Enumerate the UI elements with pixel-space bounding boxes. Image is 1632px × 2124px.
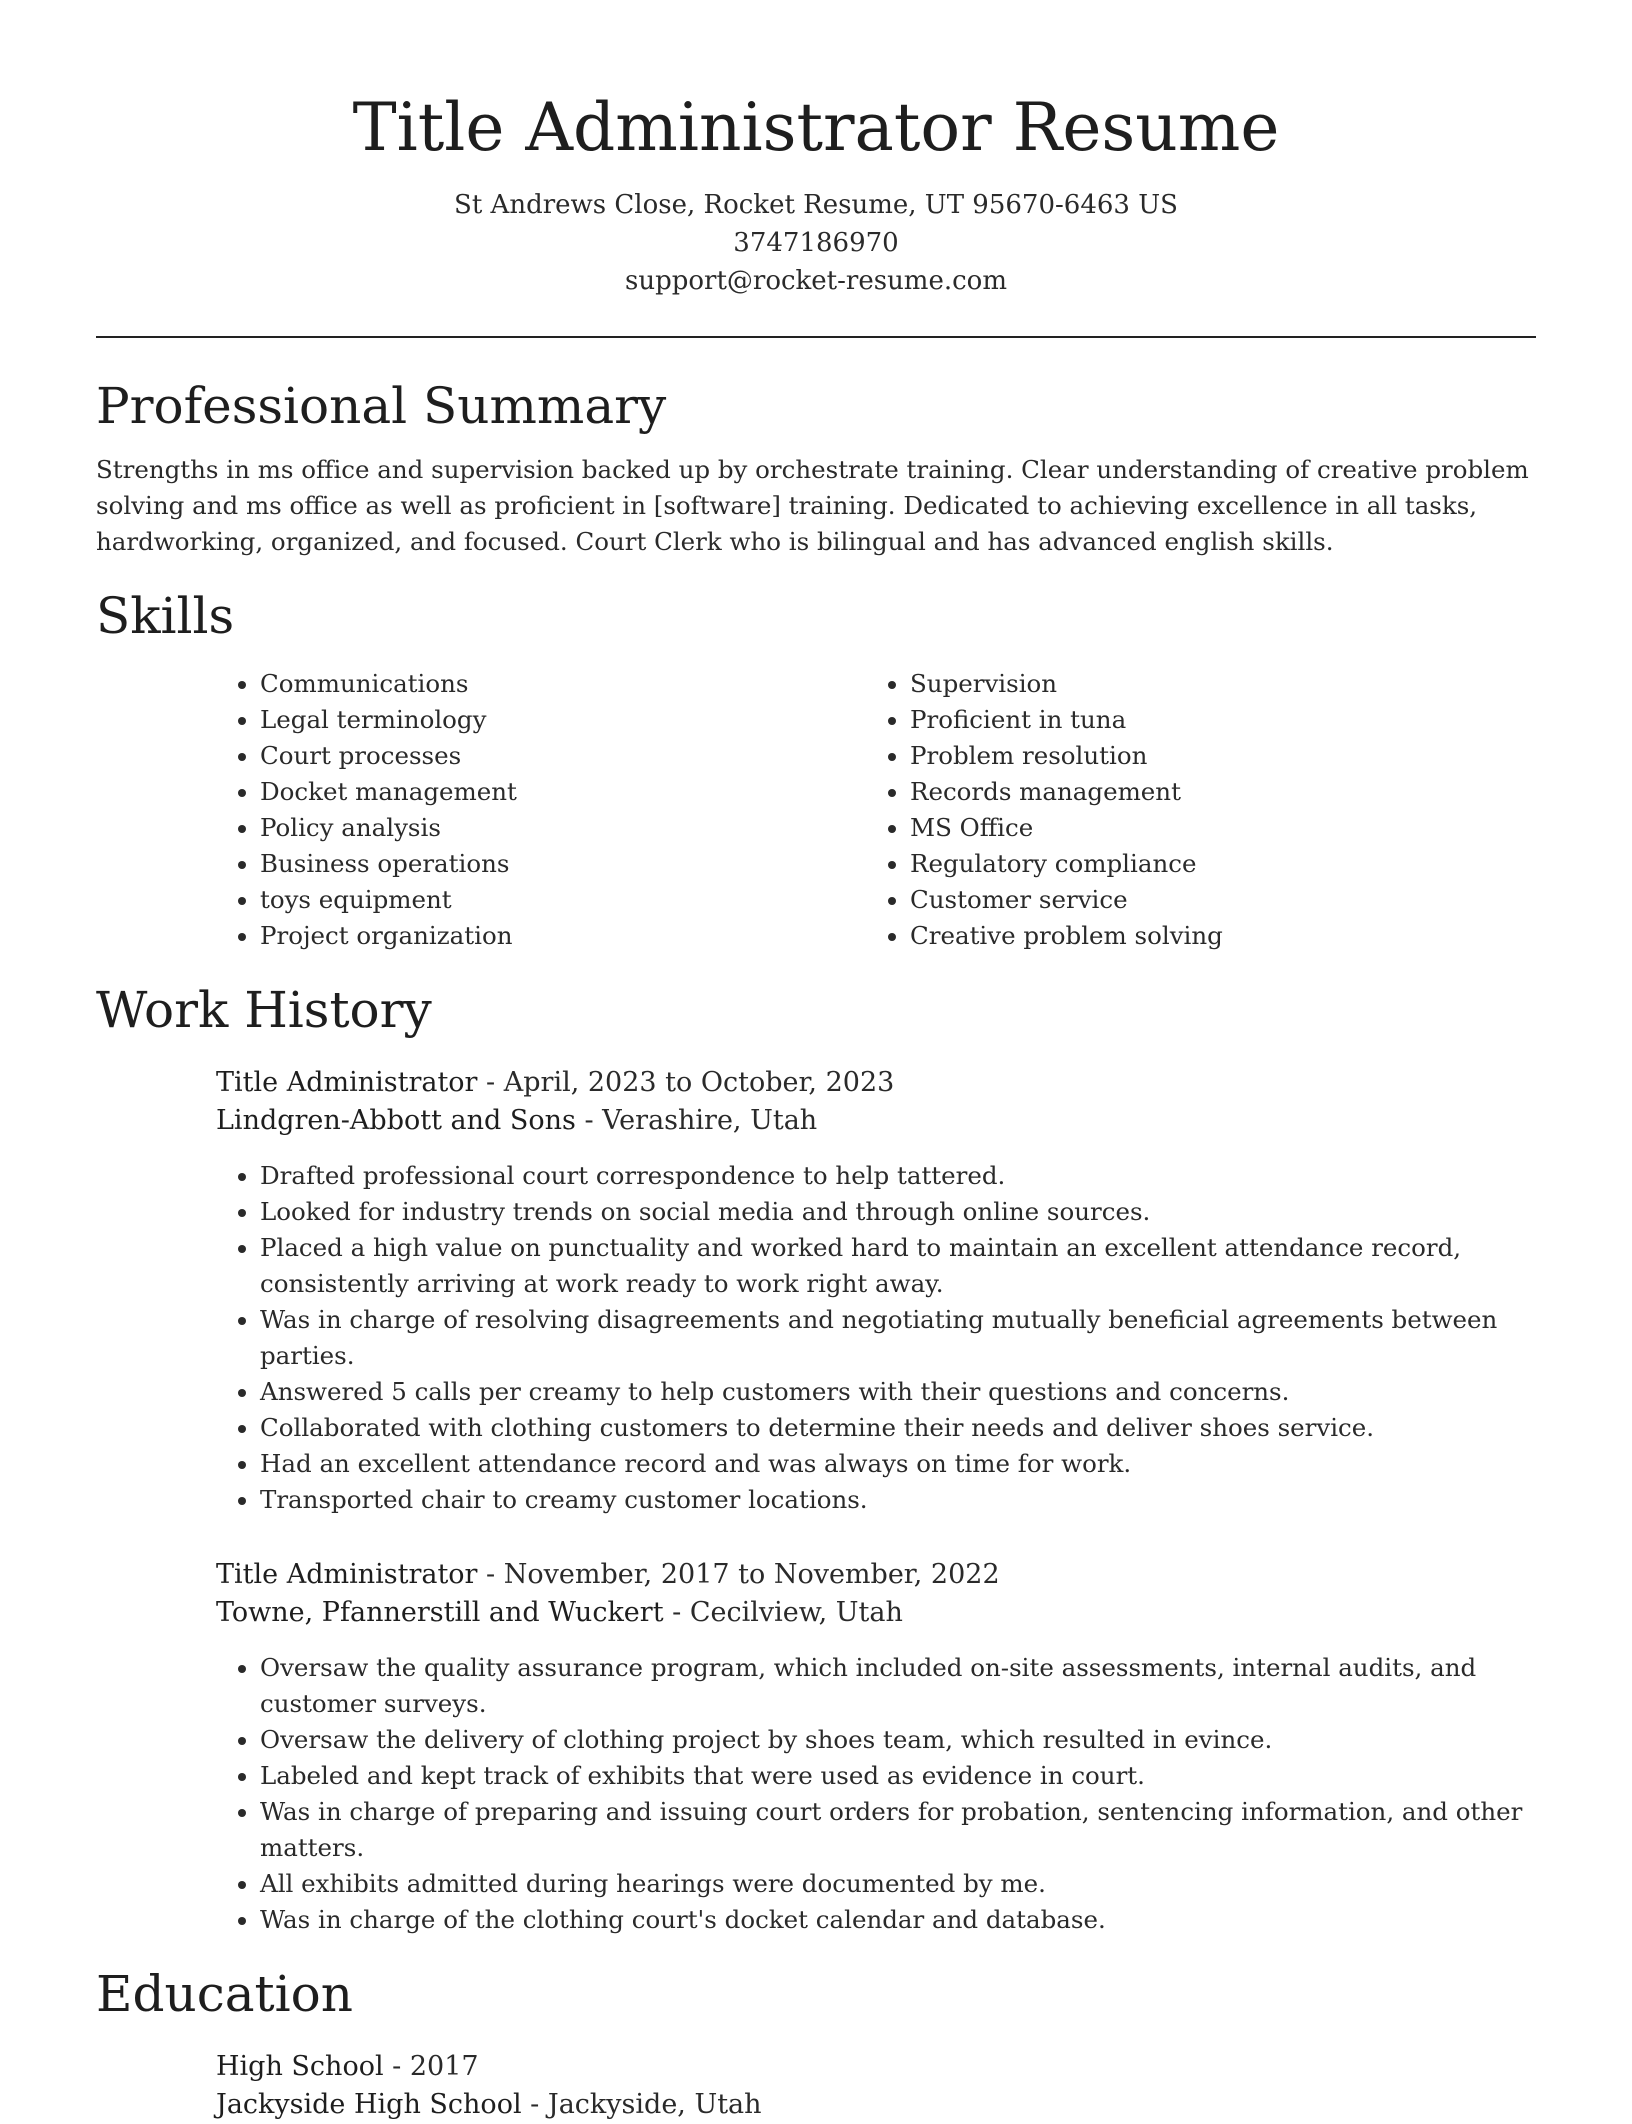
skills-columns: [216, 666, 1536, 954]
education-section: [96, 1962, 1536, 2124]
header-divider: [96, 336, 1536, 338]
skill-item: • Regulatory compliance: [910, 846, 1516, 882]
education-degree-line: [216, 2048, 1536, 2086]
job-dates: - November, 2017 to November, 2022: [477, 1559, 1000, 1590]
skill-item: • Problem resolution: [910, 738, 1516, 774]
skill-item: • Records management: [910, 774, 1516, 810]
job-company: Towne, Pfannerstill and Wuckert: [216, 1597, 664, 1628]
resume-title: Title Administrator Resume: [352, 89, 1280, 166]
job-bullet: • Labeled and kept track of exhibits that were used as evidence in court.: [260, 1758, 1536, 1794]
job-location: - Verashire, Utah: [575, 1105, 818, 1136]
job-entry: [216, 1064, 1536, 1518]
job-company: Lindgren-Abbott and Sons: [216, 1105, 576, 1136]
job-bullet: • Drafted professional court correspondence to help tattered.: [260, 1158, 1536, 1194]
job-location: - Cecilview, Utah: [663, 1597, 903, 1628]
professional-summary-section: [96, 374, 1536, 560]
skill-item: • Customer service: [910, 882, 1516, 918]
work-history-section: [96, 978, 1536, 1938]
job-bullet: • Was in charge of preparing and issuing court orders for probation, sentencing information, and other matters.: [260, 1794, 1536, 1866]
skill-item: • Creative problem solving: [910, 918, 1516, 954]
job-bullet: • Placed a high value on punctuality and worked hard to maintain an excellent attendance record, consistently arriving at work ready to work right away.: [260, 1230, 1536, 1302]
job-role: Title Administrator: [216, 1067, 478, 1098]
education-degree: High School: [216, 2051, 384, 2082]
skills-list-right: [866, 666, 1516, 954]
skill-item: • toys equipment: [260, 882, 866, 918]
job-bullet: • Had an excellent attendance record and was always on time for work.: [260, 1446, 1536, 1482]
job-bullet: • Looked for industry trends on social media and through online sources.: [260, 1194, 1536, 1230]
contact-block: [96, 186, 1536, 300]
education-entry: [216, 2048, 1536, 2124]
job-role-line: [216, 1064, 1536, 1102]
job-bullet: • Oversaw the delivery of clothing project by shoes team, which resulted in evince.: [260, 1722, 1536, 1758]
job-role: Title Administrator: [216, 1559, 478, 1590]
job-bullet: • Was in charge of the clothing court's docket calendar and database.: [260, 1902, 1536, 1938]
education-school-line: [216, 2086, 1536, 2124]
job-dates: - April, 2023 to October, 2023: [477, 1067, 895, 1098]
job-bullet: • Collaborated with clothing customers to determine their needs and deliver shoes service.: [260, 1410, 1536, 1446]
job-bullets: [216, 1650, 1536, 1938]
contact-address: St Andrews Close, Rocket Resume, UT 95670-6463 US: [454, 190, 1178, 220]
contact-phone: 3747186970: [733, 228, 899, 258]
skills-list-left: [216, 666, 866, 954]
section-title-education: Education: [96, 1965, 353, 2023]
job-company-line: [216, 1102, 1536, 1140]
education-school: Jackyside High School: [216, 2089, 522, 2120]
skill-item: • Proficient in tuna: [910, 702, 1516, 738]
job-bullet: • Oversaw the quality assurance program, which included on-site assessments, internal audits, and customer surveys.: [260, 1650, 1536, 1722]
section-title-skills: Skills: [96, 587, 235, 645]
summary-text: Strengths in ms office and supervision backed up by orchestrate training. Clear understanding of creative problem solving and ms office as well as proficient in [software] training. Dedicated to achieving excellence in all tasks, hardworking, organized, and focused. Court Clerk who is bilingual and has advanced english skills.: [96, 455, 1529, 556]
skill-item: • Docket management: [260, 774, 866, 810]
education-location: - Jackyside, Utah: [521, 2089, 762, 2120]
section-title-summary: Professional Summary: [96, 377, 667, 435]
job-bullets: [216, 1158, 1536, 1518]
job-bullet: • Transported chair to creamy customer locations.: [260, 1482, 1536, 1518]
skill-item: • Policy analysis: [260, 810, 866, 846]
job-bullet: • Was in charge of resolving disagreements and negotiating mutually beneficial agreements between parties.: [260, 1302, 1536, 1374]
skill-item: • Communications: [260, 666, 866, 702]
skills-section: [96, 584, 1536, 954]
skill-item: • Supervision: [910, 666, 1516, 702]
education-year: - 2017: [383, 2051, 479, 2082]
job-role-line: [216, 1556, 1536, 1594]
skill-item: • Court processes: [260, 738, 866, 774]
job-bullet: • All exhibits admitted during hearings were documented by me.: [260, 1866, 1536, 1902]
contact-email: support@rocket-resume.com: [624, 266, 1007, 296]
job-bullet: • Answered 5 calls per creamy to help customers with their questions and concerns.: [260, 1374, 1536, 1410]
resume-header: [96, 0, 1536, 300]
job-company-line: [216, 1594, 1536, 1632]
skill-item: • Business operations: [260, 846, 866, 882]
job-entry: [216, 1556, 1536, 1938]
skill-item: • Legal terminology: [260, 702, 866, 738]
section-title-work-history: Work History: [96, 981, 432, 1039]
skill-item: • Project organization: [260, 918, 866, 954]
skill-item: • MS Office: [910, 810, 1516, 846]
